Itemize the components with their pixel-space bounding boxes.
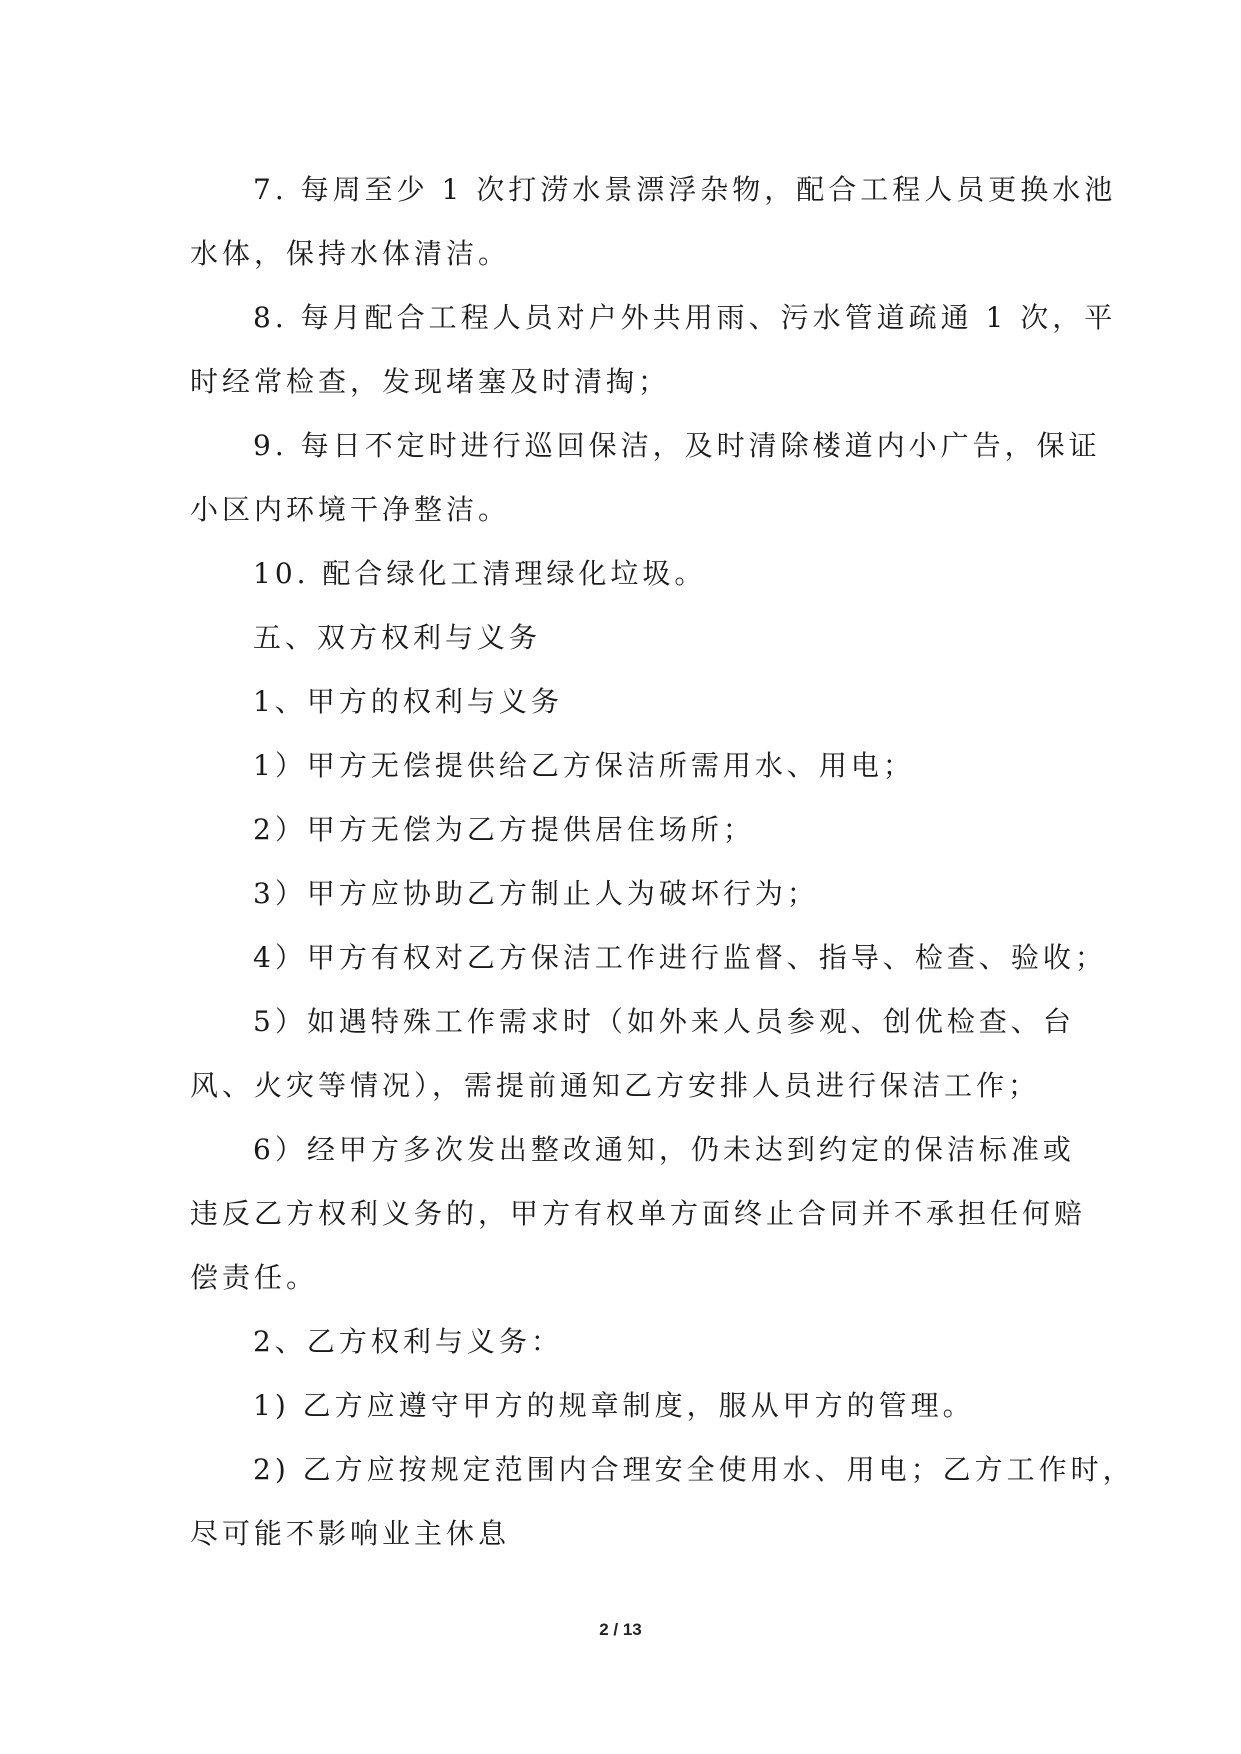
party-a-item-1	[190, 734, 1062, 798]
text-line: 2、乙方权利与义务：	[253, 1325, 563, 1358]
party-b-item-1	[190, 1374, 1062, 1438]
text-line: 2) 乙方应按规定范围内合理安全使用水、用电；乙方工作时，	[253, 1453, 1135, 1486]
party-a-item-4	[190, 926, 1107, 990]
party-a-item-5	[190, 990, 1075, 1118]
page-number: 2 / 13	[599, 1620, 642, 1639]
text-line: 1) 乙方应遵守甲方的规章制度，服从甲方的管理。	[253, 1389, 975, 1422]
text-line: 3）甲方应协助乙方制止人为破坏行为；	[253, 877, 819, 910]
text-line: 偿责任。	[190, 1261, 319, 1294]
text-line: 风、火灾等情况），需提前通知乙方安排人员进行保洁工作；	[190, 1069, 1041, 1102]
text-line: 9. 每日不定时进行巡回保洁，及时清除楼道内小广告，保证	[253, 429, 1101, 462]
document-body	[190, 158, 1135, 1566]
text-line: 1、甲方的权利与义务	[253, 685, 563, 718]
text-line: 时经常检查，发现堵塞及时清掏；	[190, 365, 671, 398]
subsection-heading-party-b	[190, 1310, 1062, 1374]
party-a-item-3	[190, 862, 1062, 926]
text-line: 6）经甲方多次发出整改通知，仍未达到约定的保洁标准或	[253, 1133, 1075, 1166]
party-b-item-2	[190, 1438, 1135, 1566]
text-line: 4）甲方有权对乙方保洁工作进行监督、指导、检查、验收；	[253, 941, 1107, 974]
text-line: 水体，保持水体清洁。	[190, 237, 511, 270]
party-a-item-6	[190, 1118, 1087, 1310]
subsection-heading-party-a	[190, 670, 1062, 734]
text-line: 8. 每月配合工程人员对户外共用雨、污水管道疏通 1 次，平	[253, 301, 1117, 334]
party-a-item-2	[190, 798, 1062, 862]
text-line: 小区内环境干净整洁。	[190, 493, 511, 526]
text-line: 10. 配合绿化工清理绿化垃圾。	[253, 557, 707, 590]
text-line: 尽可能不影响业主休息	[190, 1517, 511, 1550]
paragraph-9	[190, 414, 1101, 542]
text-line: 1）甲方无偿提供给乙方保洁所需用水、用电；	[253, 749, 915, 782]
text-line: 2）甲方无偿为乙方提供居住场所；	[253, 813, 755, 846]
text-line: 7. 每周至少 1 次打涝水景漂浮杂物，配合工程人员更换水池	[253, 173, 1117, 206]
paragraph-7	[190, 158, 1117, 286]
text-line: 五、双方权利与义务	[253, 621, 542, 654]
section-heading-5	[190, 606, 1062, 670]
text-line: 5）如遇特殊工作需求时（如外来人员参观、创优检查、台	[253, 1005, 1075, 1038]
text-line: 违反乙方权利义务的，甲方有权单方面终止合同并不承担任何赔	[190, 1197, 1087, 1230]
paragraph-8	[190, 286, 1117, 414]
paragraph-10	[190, 542, 1062, 606]
